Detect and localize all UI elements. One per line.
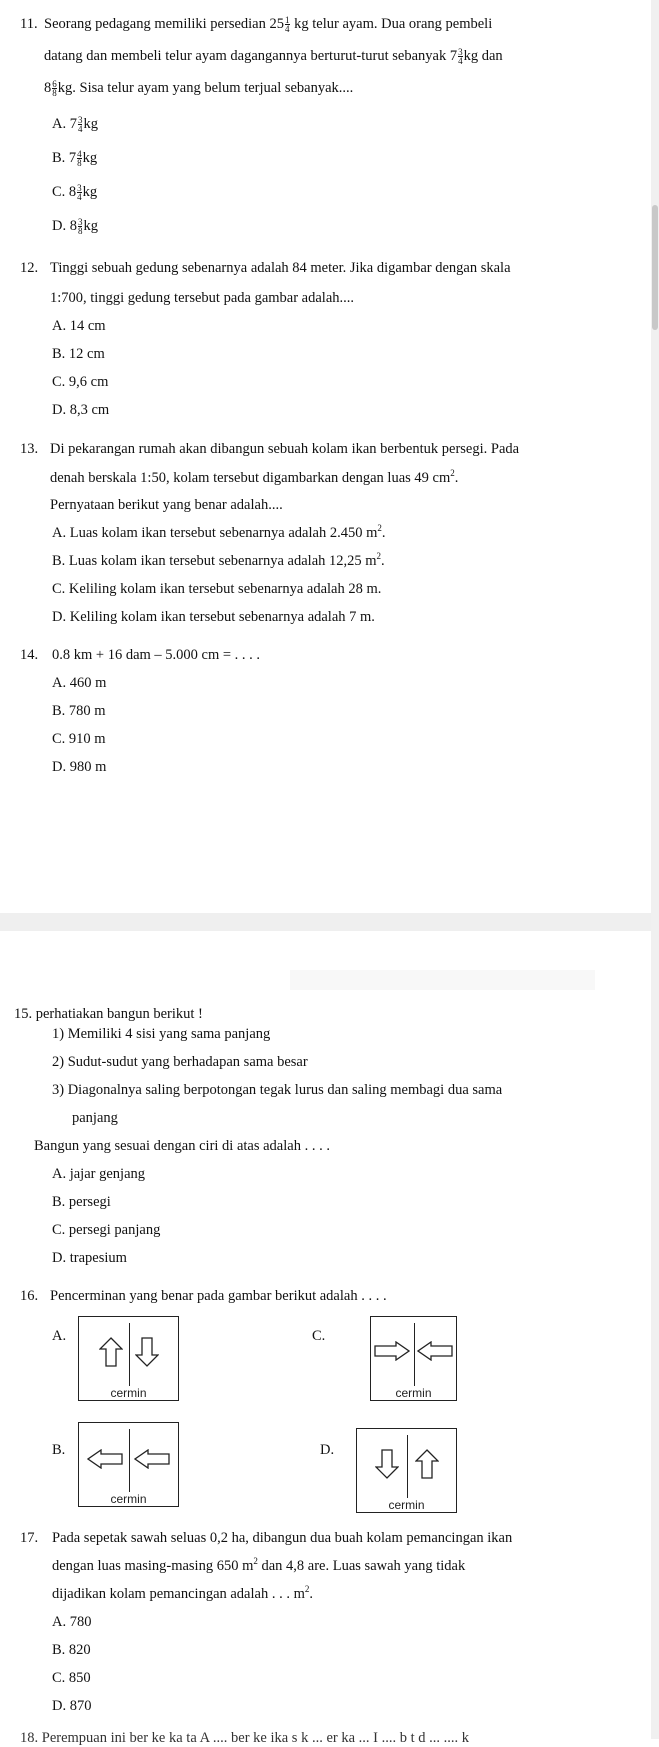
q14-option-b: B. 780 m xyxy=(52,703,106,719)
q17-option-c: C. 850 xyxy=(52,1670,91,1686)
q12-option-c: C. 9,6 cm xyxy=(52,374,109,390)
q15-item-2: 2) Sudut-sudut yang berhadapan sama besar xyxy=(52,1054,308,1070)
q16-figure-a xyxy=(78,1316,179,1401)
mirror-line xyxy=(407,1435,408,1498)
q11-number: 11. xyxy=(20,16,38,32)
q12-line1: Tinggi sebuah gedung sebenarnya adalah 84 meter. Jika digambar dengan skala xyxy=(50,260,511,276)
q12-option-a: A. 14 cm xyxy=(52,318,106,334)
q11-option-a: A. 7 $\frac{3}{4}$ kg xyxy=(52,115,98,135)
q11-line2 xyxy=(44,48,503,65)
q16-figure-b xyxy=(78,1422,179,1507)
q16-caption-b: cermin xyxy=(110,1492,147,1506)
page-break-band xyxy=(0,913,651,931)
mirror-line xyxy=(129,1323,130,1386)
mirror-line xyxy=(414,1323,415,1386)
q15-option-d: D. trapesium xyxy=(52,1250,127,1266)
q16-figure-d xyxy=(356,1428,457,1513)
q16-caption-a: cermin xyxy=(110,1386,147,1400)
q13-number: 13. xyxy=(20,441,39,457)
q16-label-d: D. xyxy=(320,1442,335,1458)
q13-option-c: C. Keliling kolam ikan tersebut sebenarnya adalah 28 m. xyxy=(52,581,382,597)
q11-option-b: B. 7 $\frac{4}{8}$ kg xyxy=(52,149,98,169)
q11-text-e: kg. Sisa telur ayam yang belum terjual sebanyak.... xyxy=(57,80,354,96)
q15-option-b: B. persegi xyxy=(52,1194,111,1210)
q17-option-a: A. 780 xyxy=(52,1614,92,1630)
q11-text-d: kg dan xyxy=(463,48,503,64)
q18-fragment: 18. Perempuan ini ber ke ka ta A .... ber ke ika s k ... er ka ... I .... b t d ... .... k xyxy=(20,1730,469,1746)
q11-line1 xyxy=(44,16,492,33)
q12-option-b: B. 12 cm xyxy=(52,346,105,362)
q11-frac2: $\frac{3}{4}$ xyxy=(458,47,463,67)
arrow-up-icon xyxy=(415,1449,439,1479)
q15-item-3: 3) Diagonalnya saling berpotongan tegak lurus dan saling membagi dua sama xyxy=(52,1082,503,1098)
q13-option-d: D. Keliling kolam ikan tersebut sebenarnya adalah 7 m. xyxy=(52,609,375,625)
faint-strip xyxy=(290,970,595,990)
q16-caption-c: cermin xyxy=(395,1386,432,1400)
arrow-down-icon xyxy=(375,1449,399,1479)
q16-text: Pencerminan yang benar pada gambar berikut adalah . . . . xyxy=(50,1288,387,1304)
q11-frac1: $\frac{1}{4}$ xyxy=(285,15,290,35)
arrow-right-icon xyxy=(374,1341,410,1361)
q12-option-d: D. 8,3 cm xyxy=(52,402,110,418)
arrow-left-icon xyxy=(417,1341,453,1361)
scrollbar-thumb[interactable] xyxy=(652,205,658,330)
q16-caption-d: cermin xyxy=(388,1498,425,1512)
q11-text-c: datang dan membeli telur ayam dagangannya berturut-turut sebanyak 7 xyxy=(44,48,458,64)
q16-label-c: C. xyxy=(312,1328,326,1344)
q17-line1: Pada sepetak sawah seluas 0,2 ha, dibangun dua buah kolam pemancingan ikan xyxy=(52,1530,513,1546)
q12-number: 12. xyxy=(20,260,39,276)
q15-heading: 15. perhatiakan bangun berikut ! xyxy=(14,1006,203,1022)
q14-option-d: D. 980 m xyxy=(52,759,107,775)
q12-line2: 1:700, tinggi gedung tersebut pada gambar adalah.... xyxy=(50,290,355,306)
q13-line2: denah berskala 1:50, kolam tersebut digambarkan dengan luas 49 $cm^2$. xyxy=(50,468,459,486)
q14-option-c: C. 910 m xyxy=(52,731,106,747)
q13-option-a: A. Luas kolam ikan tersebut sebenarnya adalah 2.450 $m^2$. xyxy=(52,523,386,541)
q15-option-a: A. jajar genjang xyxy=(52,1166,146,1182)
arrow-down-icon xyxy=(135,1337,159,1367)
q15-question: Bangun yang sesuai dengan ciri di atas adalah . . . . xyxy=(34,1138,330,1154)
q14-number: 14. xyxy=(20,647,39,663)
q11-option-d: D. 8 $\frac{3}{8}$ kg xyxy=(52,217,98,237)
q17-line2: dengan luas masing-masing 650 $m^2$ dan 4,8 are. Luas sawah yang tidak xyxy=(52,1556,466,1574)
q11-text-b: kg telur ayam. Dua orang pembeli xyxy=(294,16,493,32)
arrow-up-icon xyxy=(99,1337,123,1367)
q13-line1: Di pekarangan rumah akan dibangun sebuah kolam ikan berbentuk persegi. Pada xyxy=(50,441,520,457)
arrow-left-icon xyxy=(134,1449,170,1469)
q15-option-c: C. persegi panjang xyxy=(52,1222,161,1238)
q16-number: 16. xyxy=(20,1288,39,1304)
q11-text-a: Seorang pedagang memiliki persedian 25 xyxy=(44,16,284,32)
q11-option-c: C. 8 $\frac{3}{4}$ kg xyxy=(52,183,98,203)
q16-label-a: A. xyxy=(52,1328,67,1344)
q11-whole3: 8 xyxy=(44,80,52,96)
q13-line3: Pernyataan berikut yang benar adalah.... xyxy=(50,497,283,513)
q15-item-1: 1) Memiliki 4 sisi yang sama panjang xyxy=(52,1026,271,1042)
q13-option-b: B. Luas kolam ikan tersebut sebenarnya adalah 12,25 $m^2$. xyxy=(52,551,385,569)
q15-item-3-cont: panjang xyxy=(72,1110,118,1126)
q11-line3 xyxy=(44,80,353,97)
q14-option-a: A. 460 m xyxy=(52,675,107,691)
q11-frac3: $\frac{6}{8}$ xyxy=(52,79,57,99)
q17-number: 17. xyxy=(20,1530,39,1546)
q17-option-d: D. 870 xyxy=(52,1698,92,1714)
arrow-left-icon xyxy=(87,1449,123,1469)
mirror-line xyxy=(129,1429,130,1492)
q17-line3: dijadikan kolam pemancingan adalah . . . $m^2$. xyxy=(52,1584,313,1602)
q17-option-b: B. 820 xyxy=(52,1642,91,1658)
q14-expression: 0.8 km + 16 dam – 5.000 cm = . . . . xyxy=(52,647,261,663)
q16-figure-c xyxy=(370,1316,457,1401)
q16-label-b: B. xyxy=(52,1442,66,1458)
